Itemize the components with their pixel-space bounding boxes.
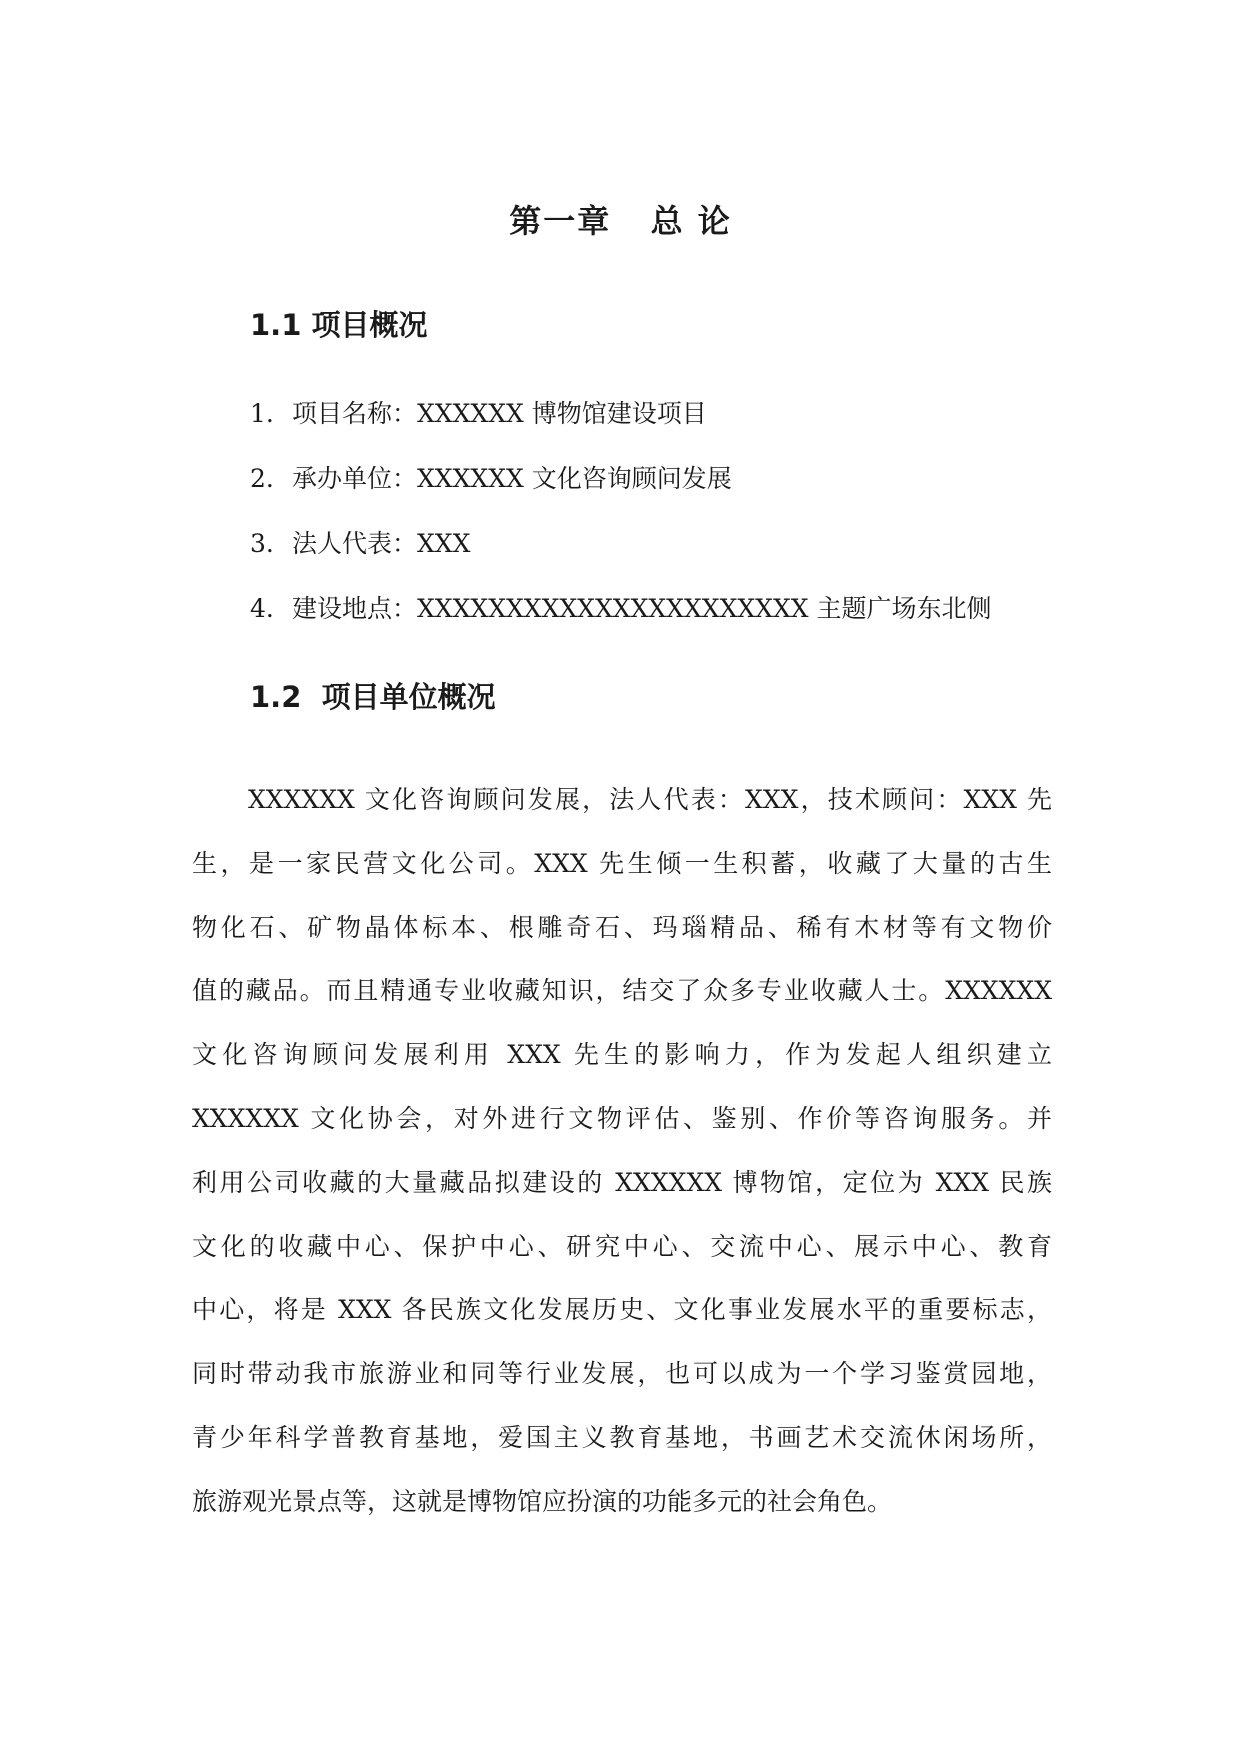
section-heading-1-1: 1.1 项目概况 [250, 308, 428, 342]
paragraph-line: 旅游观光景点等，这就是博物馆应扮演的功能多元的社会角色。 [192, 1486, 893, 1516]
paragraph-line: 生，是一家民营文化公司。XXX 先生倾一生积蓄，收藏了大量的古生 [192, 848, 1052, 878]
list-item-text: 建设地点：XXXXXXXXXXXXXXXXXXXXXX 主题广场东北侧 [292, 594, 992, 623]
body-paragraph [192, 768, 1052, 1534]
project-info-list [250, 393, 992, 653]
list-item-number: 1. [250, 399, 274, 428]
list-item-text: 项目名称：XXXXXX 博物馆建设项目 [292, 399, 707, 428]
list-item [250, 588, 992, 653]
list-item-number: 2. [250, 464, 274, 493]
paragraph-line: 物化石、矿物晶体标本、根雕奇石、玛瑙精品、稀有木材等有文物价 [192, 912, 1052, 942]
section-heading-1-2: 1.2 项目单位概况 [250, 680, 496, 714]
list-item-text: 承办单位：XXXXXX 文化咨询顾问发展 [292, 464, 732, 493]
paragraph-line: XXXXXX 文化咨询顾问发展，法人代表：XXX，技术顾问：XXX 先 [248, 785, 1052, 814]
paragraph-line: XXXXXX 文化协会，对外进行文物评估、鉴别、作价等咨询服务。并 [192, 1103, 1052, 1133]
chapter-title: 第一章 总 论 [509, 202, 732, 240]
paragraph-line: 文化的收藏中心、保护中心、研究中心、交流中心、展示中心、教育 [192, 1231, 1052, 1261]
paragraph-line: 中心，将是 XXX 各民族文化发展历史、文化事业发展水平的重要标志， [192, 1295, 1052, 1325]
paragraph-line: 文化咨询顾问发展利用 XXX 先生的影响力，作为发起人组织建立 [192, 1040, 1052, 1070]
list-item-text: 法人代表：XXX [292, 529, 471, 558]
list-item [250, 523, 992, 588]
list-item [250, 393, 992, 458]
list-item [250, 458, 992, 523]
paragraph-line: 利用公司收藏的大量藏品拟建设的 XXXXXX 博物馆，定位为 XXX 民族 [192, 1167, 1052, 1197]
paragraph-line: 同时带动我市旅游业和同等行业发展，也可以成为一个学习鉴赏园地， [192, 1359, 1052, 1389]
paragraph-line: 值的藏品。而且精通专业收藏知识，结交了众多专业收藏人士。XXXXXX [192, 976, 1052, 1006]
list-item-number: 4. [250, 594, 274, 623]
paragraph-line: 青少年科学普教育基地，爱国主义教育基地，书画艺术交流休闲场所， [192, 1422, 1052, 1452]
list-item-number: 3. [250, 529, 274, 558]
